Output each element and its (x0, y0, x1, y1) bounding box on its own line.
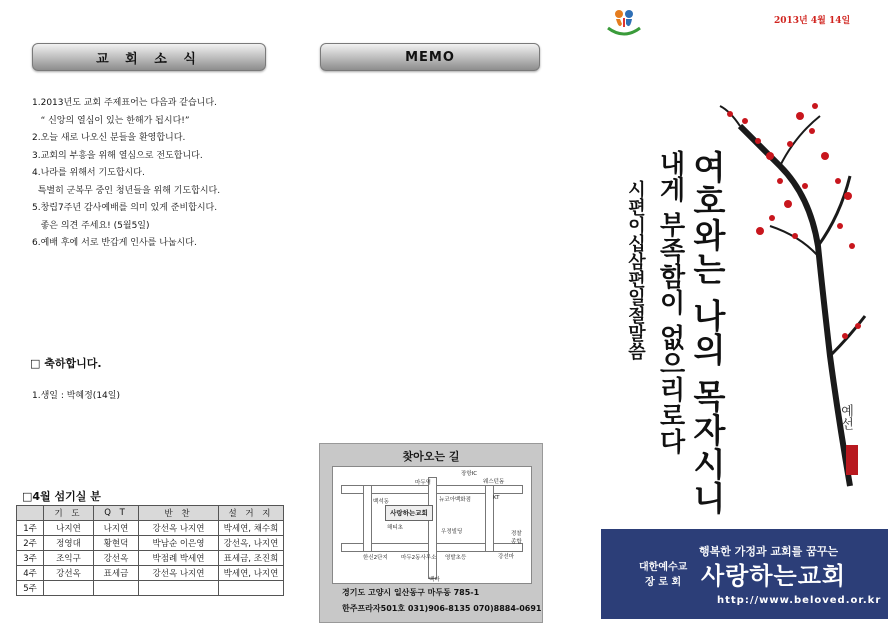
table-cell: 2주 (17, 536, 44, 551)
verse-reference: 시편이십삼편일절말씀 (625, 180, 646, 360)
map-label: KT (493, 495, 500, 501)
artist-seal (846, 445, 858, 475)
table-header-row (17, 506, 284, 521)
table-cell: 박세연, 나지연 (219, 566, 284, 581)
table-row (17, 551, 284, 566)
news-item: 특별히 군복무 중인 청년들을 위해 기도합시다. (32, 185, 221, 196)
map-address: 경기도 고양시 일산동구 마두동 785-1 (342, 588, 480, 597)
table-cell: 표세금 (94, 566, 139, 581)
news-item: 1.2013년도 교회 주제표어는 다음과 같습니다. (32, 98, 217, 108)
table-cell: 강선옥 (94, 551, 139, 566)
bulletin-date: 2013년 4월 14일 (774, 16, 851, 26)
map-label: 종합 (511, 539, 522, 545)
table-cell: 1주 (17, 521, 44, 536)
map-road (363, 485, 372, 552)
news-item: 2.오늘 새로 나오신 분들을 환영합니다. (32, 133, 186, 143)
map-label: 해티초 (387, 525, 403, 531)
table-header (17, 506, 44, 521)
table-cell: 정영대 (44, 536, 94, 551)
table-cell: 박점례 박세연 (139, 551, 219, 566)
table-header: Q T (94, 506, 139, 521)
table-cell: 강선옥 (44, 566, 94, 581)
denomination-line1: 대한예수교 (639, 562, 688, 573)
birthday-line: 1.생일 : 박혜정(14일) (32, 391, 120, 401)
artist-signature: 예선 (838, 404, 853, 430)
map-label: 마두2동사무소 (401, 555, 437, 561)
table-cell: 3주 (17, 551, 44, 566)
map-label: 백석동 (373, 499, 389, 505)
map-label: 우정빌딩 (441, 529, 463, 535)
table-cell: 황현덕 (94, 536, 139, 551)
news-item: 5.창립7주년 감사예배를 의미 있게 준비합시다. (32, 203, 218, 213)
table-cell (219, 581, 284, 596)
table-header: 기 도 (44, 506, 94, 521)
news-title: 교 회 소 식 (32, 43, 266, 71)
table-cell (139, 581, 219, 596)
table-cell: 강선옥 나지연 (139, 566, 219, 581)
table-cell: 4주 (17, 566, 44, 581)
map-label: 영발초등 (445, 555, 467, 561)
table-header: 반 찬 (139, 506, 219, 521)
table-cell: 박세연, 채수희 (219, 521, 284, 536)
map-label: 마두역 (415, 480, 431, 486)
banner-slogan: 행복한 가정과 교회를 꿈꾸는 (699, 545, 838, 558)
church-marker (385, 505, 433, 521)
table-cell: 나지연 (94, 521, 139, 536)
map-label: 백마 (429, 577, 440, 583)
news-item: 6.예배 후에 서로 반갑게 인사를 나눕시다. (32, 238, 197, 248)
church-logo (604, 6, 644, 38)
table-cell: 박남순 이은영 (139, 536, 219, 551)
duty-title: □4월 섬기실 분 (22, 490, 101, 503)
congrats-title: □ 축하합니다. (30, 357, 102, 370)
map-road (428, 477, 437, 579)
map-label: 한신2단지 (363, 555, 388, 561)
news-item: 좋은 의견 주세요! (5월5일) (32, 220, 150, 231)
church-banner (601, 529, 888, 619)
news-item: 3.교회의 부흥을 위해 열심으로 전도합니다. (32, 150, 203, 161)
memo-title: MEMO (320, 43, 540, 71)
table-cell: 5주 (17, 581, 44, 596)
duty-table (16, 505, 284, 596)
table-cell (44, 581, 94, 596)
denomination-line2: 장 로 회 (645, 577, 682, 588)
map-canvas (332, 466, 532, 584)
map-label: 뉴코아백화점 (439, 497, 471, 503)
table-row (17, 536, 284, 551)
table-cell: 강선옥, 나지연 (219, 536, 284, 551)
directions-map (319, 443, 543, 623)
map-contact: 한주프라자501호 031)906-8135 070)8884-0691 (342, 604, 542, 613)
table-cell (94, 581, 139, 596)
map-label: 경찰 (511, 531, 522, 537)
map-label: 강선마 (498, 554, 514, 560)
table-header: 설 거 지 (219, 506, 284, 521)
news-item: 4.나라를 위해서 기도합시다. (32, 168, 145, 178)
banner-url[interactable]: http://www.beloved.or.kr (717, 595, 882, 606)
banner-denomination (639, 560, 687, 590)
map-title: 찾아오는 길 (402, 450, 460, 463)
table-row (17, 566, 284, 581)
table-cell: 표세금, 조진희 (219, 551, 284, 566)
verse-sub: 내게 부족함이 없으리로다 (655, 150, 685, 455)
news-item: “ 신앙의 열심이 있는 한해가 됩시다!” (32, 115, 190, 126)
verse-main: 여호와는 나의 목자시니 (688, 150, 727, 515)
table-cell: 나지연 (44, 521, 94, 536)
map-label: 웨스턴돔 (483, 479, 505, 485)
church-label: 사랑하는교회 (390, 509, 428, 517)
banner-church-name: 사랑하는교회 (701, 562, 847, 590)
table-row (17, 581, 284, 596)
map-label: 장항IC (461, 471, 478, 477)
news-list (32, 95, 282, 253)
table-cell: 조익구 (44, 551, 94, 566)
table-row (17, 521, 284, 536)
table-cell: 강선옥 나지연 (139, 521, 219, 536)
